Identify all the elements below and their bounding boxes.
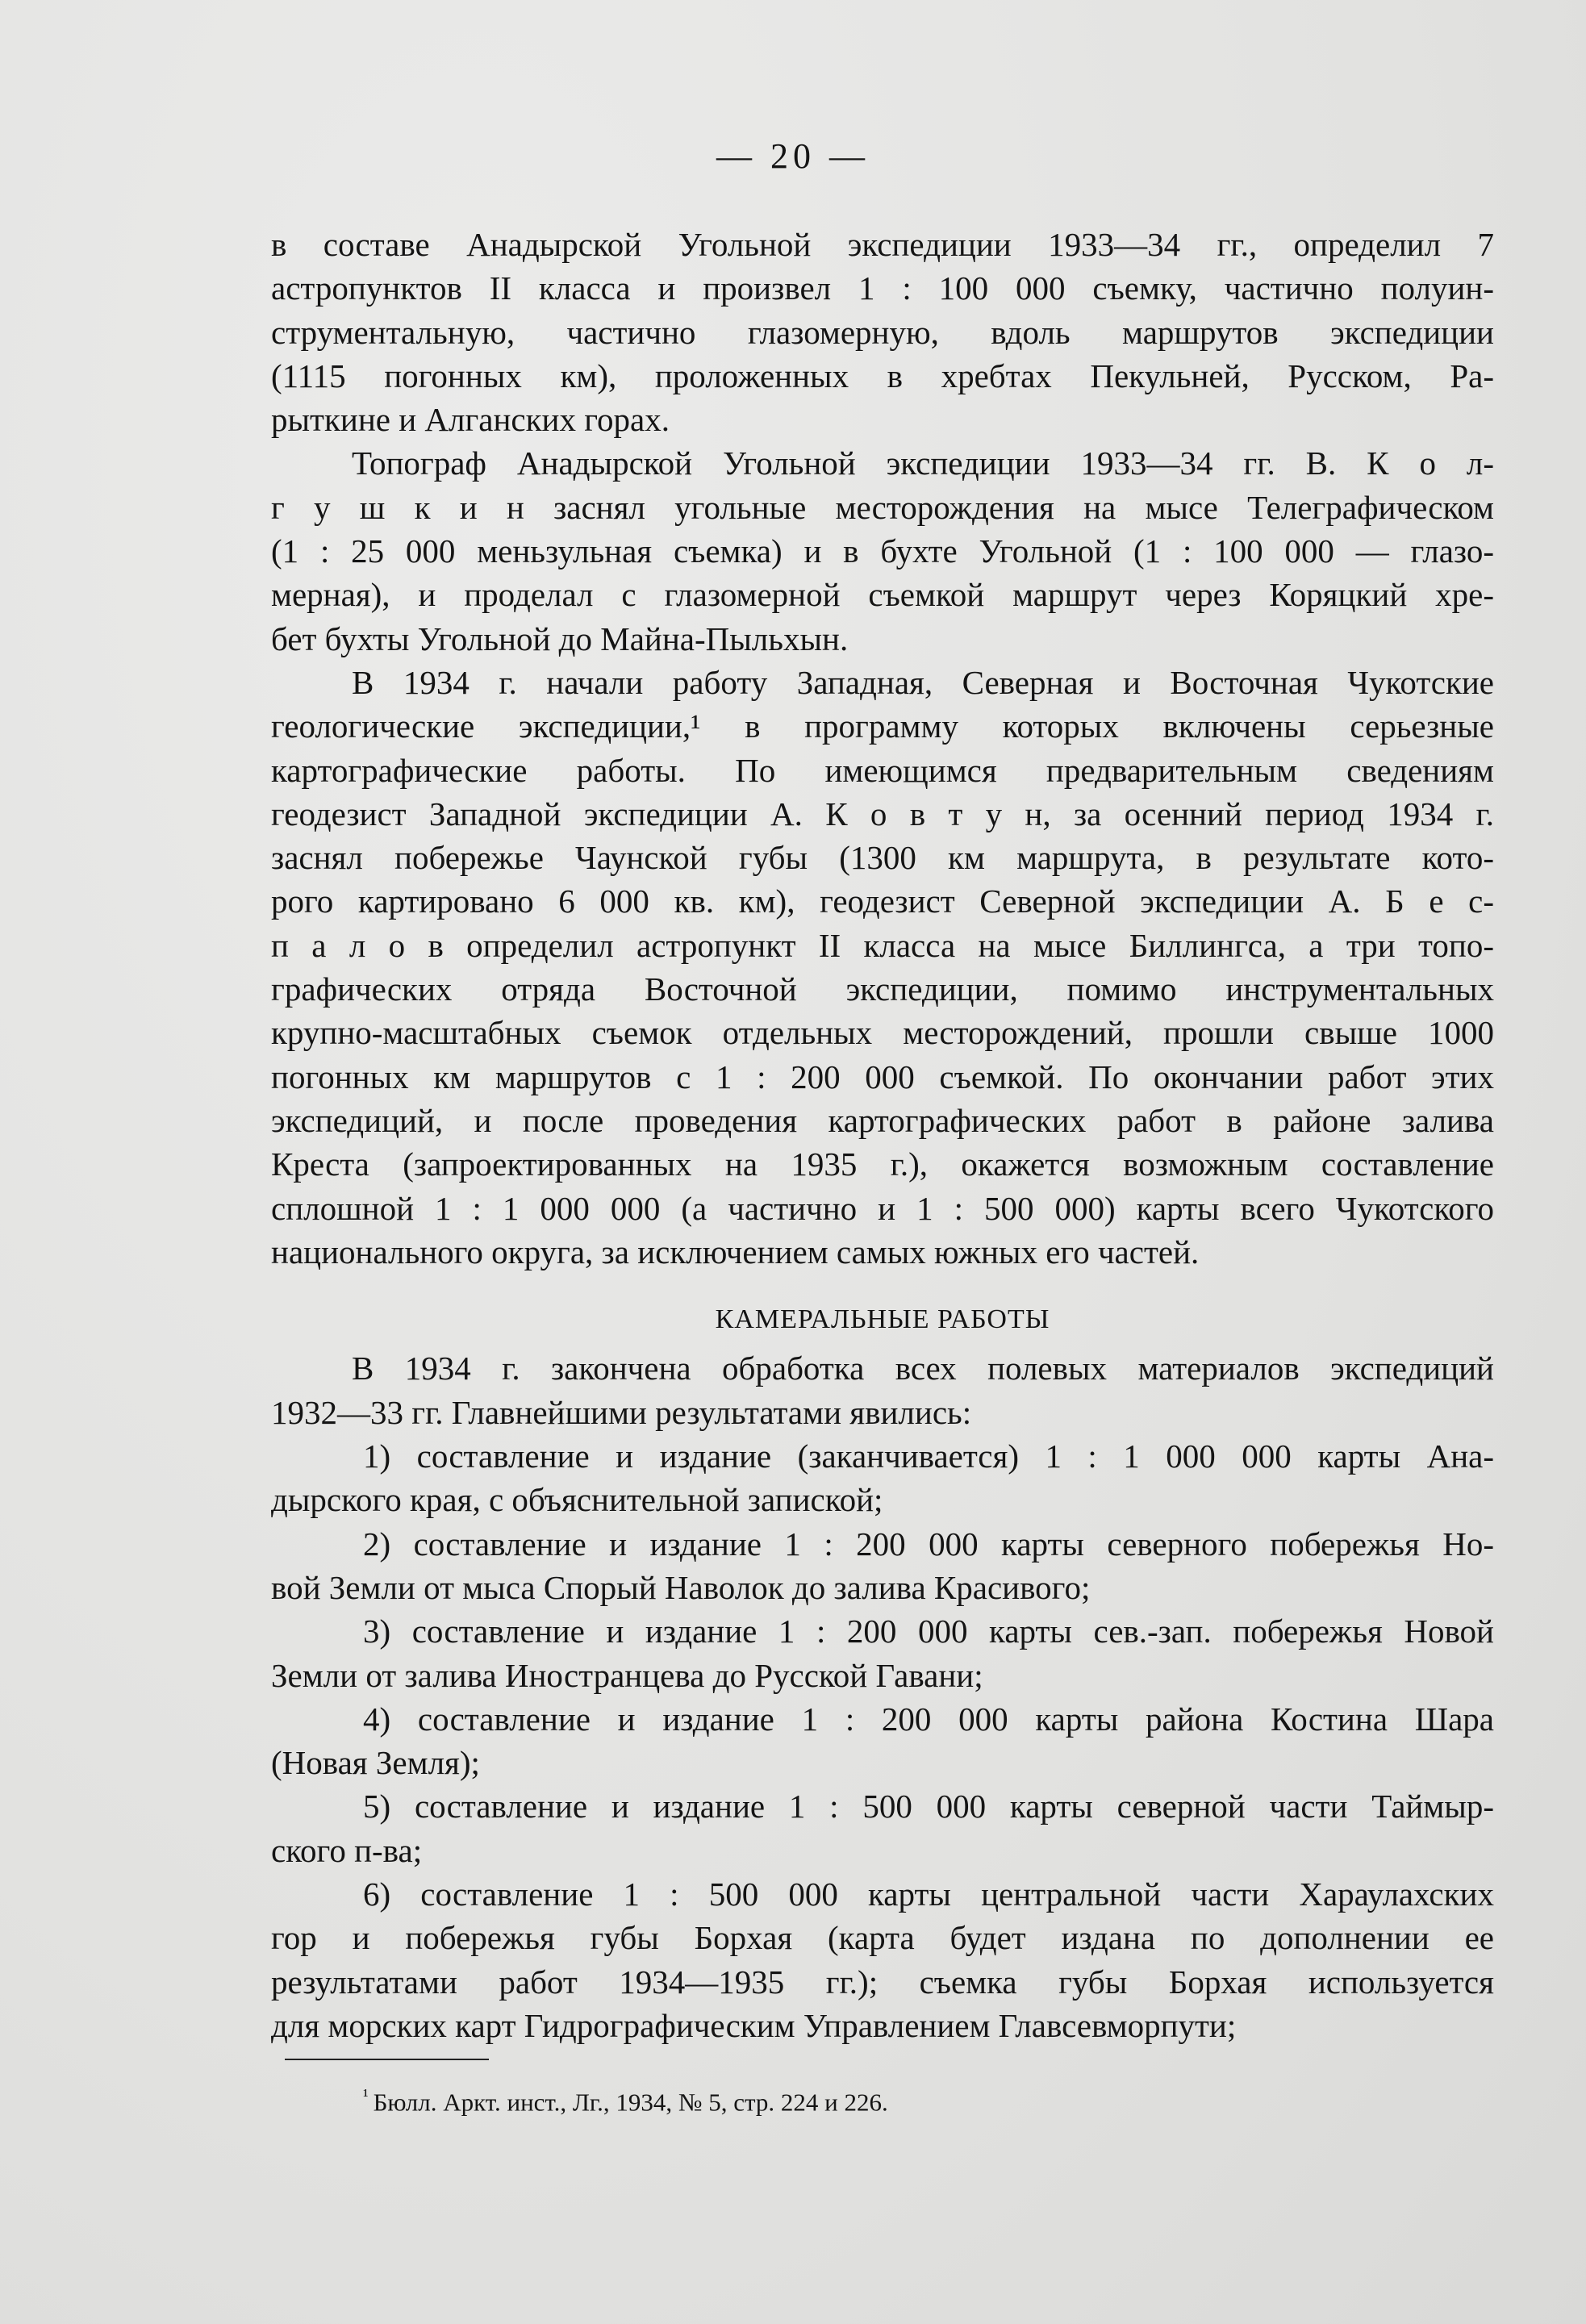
text-line: п а л о в определил астропункт II класса на мысе Биллингса, а три топо- <box>271 926 1494 964</box>
list-item <box>271 1609 1494 1697</box>
section-heading <box>271 1298 1494 1341</box>
text-line: (1 : 25 000 меньзульная съемка) и в бухте Угольной (1 : 100 000 — глазо- <box>271 532 1494 570</box>
heading-text: КАМЕРАЛЬНЫЕ РАБОТЫ <box>715 1304 1050 1335</box>
text-line: 6) составление 1 : 500 000 карты центральной части Хараулахских <box>363 1875 1494 1913</box>
text-line: 2) составление и издание 1 : 200 000 карты северного побережья Но- <box>363 1525 1494 1563</box>
text-line: Земли от залива Иностранцева до Русской Гавани; <box>271 1656 983 1694</box>
list-item <box>271 1434 1494 1522</box>
text-line: для морских карт Гидрографическим Управлением Главсевморпути; <box>271 2006 1237 2044</box>
list-item <box>271 1522 1494 1610</box>
text-line: заснял побережье Чаунской губы (1300 км маршрута, в результате кото- <box>271 839 1494 877</box>
text-line: 3) составление и издание 1 : 200 000 карты сев.-зап. побережья Новой <box>363 1613 1494 1650</box>
text-line: в составе Анадырской Угольной экспедиции 1933—34 гг., определил 7 <box>271 226 1494 263</box>
text-line: рого картировано 6 000 кв. км), геодезист Северной экспедиции А. Б е с- <box>271 882 1494 920</box>
text-line: бет бухты Угольной до Майна-Пыльхын. <box>271 620 849 657</box>
text-line: 4) составление и издание 1 : 200 000 карты района Костина Шара <box>363 1700 1494 1738</box>
paragraph <box>271 441 1494 660</box>
text-line: погонных км маршрутов с 1 : 200 000 съемкой. По окончании работ этих <box>271 1058 1494 1095</box>
text-line: геодезист Западной экспедиции А. К о в т у н, за осенний период 1934 г. <box>271 795 1494 832</box>
text-line: мерная), и проделал с глазомерной съемкой маршрут через Коряцкий хре- <box>271 576 1494 614</box>
text-line: геологические экспедиции,¹ в программу которых включены серьезные <box>271 707 1494 745</box>
text-line: дырского края, с объяснительной запиской; <box>271 1481 883 1519</box>
text-line: струментальную, частично глазомерную, вдоль маршрутов экспедиции <box>271 313 1494 351</box>
text-line: ского п-ва; <box>271 1831 423 1869</box>
text-line: картографические работы. По имеющимся предварительным сведениям <box>271 751 1494 789</box>
text-line: национального округа, за исключением самых южных его частей. <box>271 1233 1200 1270</box>
footnote-text: Бюлл. Аркт. инст., Лг., 1934, № 5, стр. 224 и 226. <box>373 2088 888 2117</box>
text-line: вой Земли от мыса Спорый Наволок до залива Красивого; <box>271 1568 1091 1606</box>
footnote-divider <box>285 2059 489 2060</box>
text-line: экспедиций, и после проведения картографических работ в районе залива <box>271 1101 1494 1139</box>
text-line: В 1934 г. начали работу Западная, Северная и Восточная Чукотские <box>352 663 1494 701</box>
text-line: гор и побережья губы Борхая (карта будет издана по дополнении ее <box>271 1919 1494 1957</box>
text-line: 5) составление и издание 1 : 500 000 карты северной части Таймыр- <box>363 1788 1494 1825</box>
text-line: Креста (запроектированных на 1935 г.), окажется возможным составление <box>271 1145 1494 1183</box>
text-line: 1) составление и издание (заканчивается) 1 : 1 000 000 карты Ана- <box>363 1437 1494 1475</box>
body-text <box>271 223 1494 2047</box>
text-line: (Новая Земля); <box>271 1744 480 1782</box>
footnote-mark: ¹ <box>363 2085 369 2105</box>
text-line: 1932—33 гг. Главнейшими результатами явились: <box>271 1393 972 1431</box>
text-line: графических отряда Восточной экспедиции, помимо инструментальных <box>271 970 1494 1008</box>
list-item <box>271 1697 1494 1785</box>
paragraph <box>271 1346 1494 1434</box>
text-line: Топограф Анадырской Угольной экспедиции 1933—34 гг. В. К о л- <box>352 444 1494 482</box>
text-line: крупно-масштабных съемок отдельных месторождений, прошли свыше 1000 <box>271 1014 1494 1052</box>
text-line: сплошной 1 : 1 000 000 (а частично и 1 : 500 000) карты всего Чукотского <box>271 1189 1494 1227</box>
text-line: В 1934 г. закончена обработка всех полевых материалов экспедиций <box>352 1350 1494 1387</box>
list-item <box>271 1784 1494 1872</box>
list-item <box>271 1872 1494 2047</box>
text-line: астропунктов II класса и произвел 1 : 100 000 съемку, частично полуин- <box>271 269 1494 307</box>
paragraph <box>271 223 1494 441</box>
text-line: (1115 погонных км), проложенных в хребтах Пекульней, Русском, Ра- <box>271 357 1494 394</box>
footnote <box>363 2085 888 2117</box>
text-line: рыткине и Алганских горах. <box>271 401 670 439</box>
text-line: результатами работ 1934—1935 гг.); съемка губы Борхая используется <box>271 1963 1494 2001</box>
page-number: — 20 — <box>716 136 870 176</box>
paragraph <box>271 661 1494 1274</box>
text-line: г у ш к и н заснял угольные месторождения на мысе Телеграфическом <box>271 488 1494 526</box>
